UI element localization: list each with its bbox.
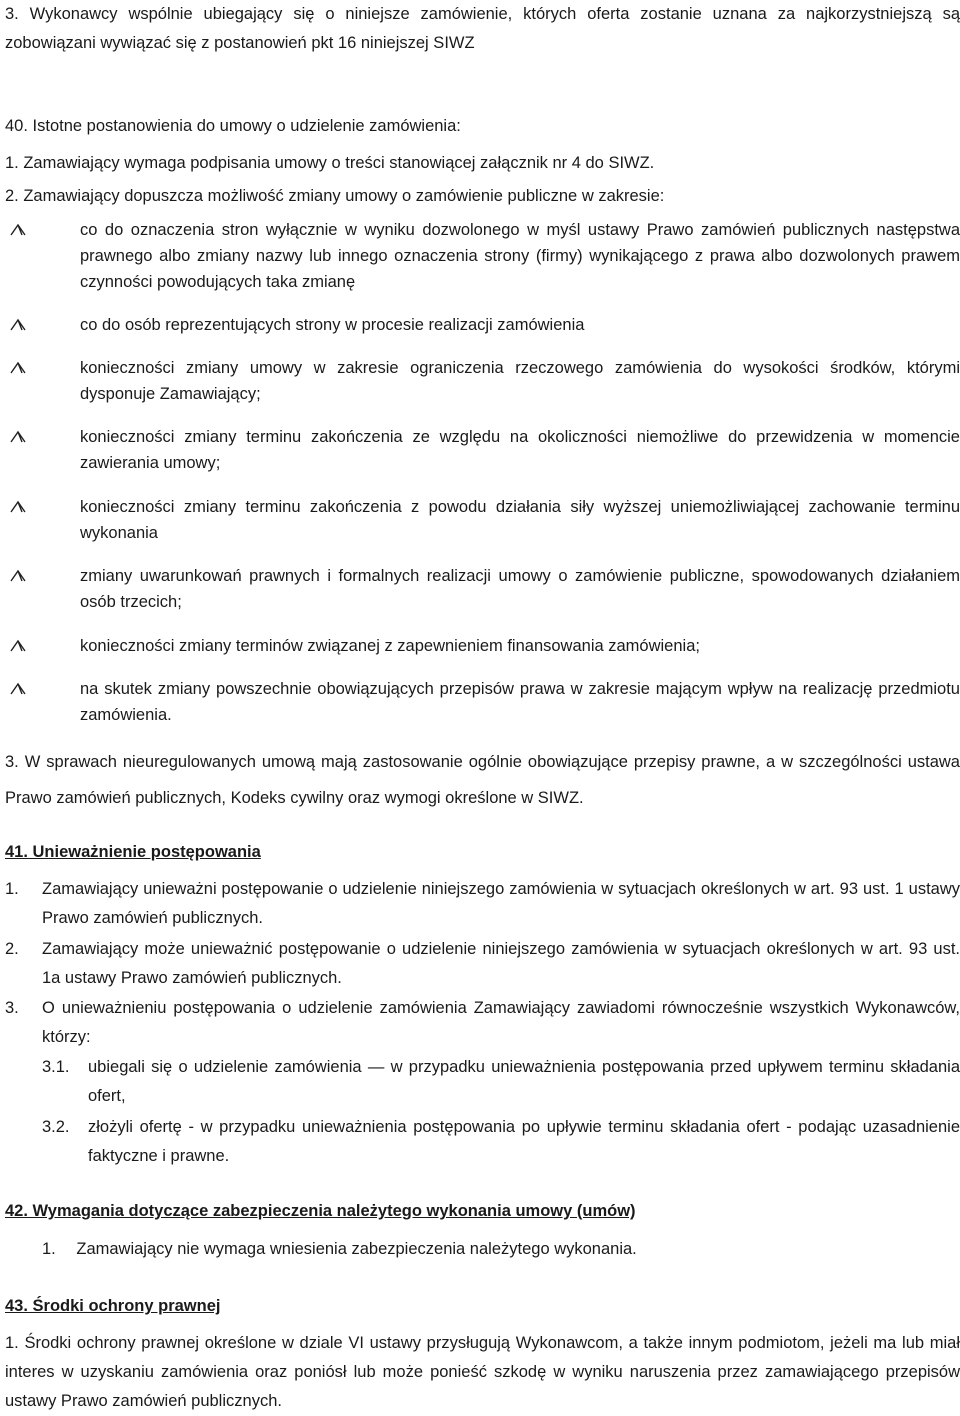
paragraph-3-consortium: 3. Wykonawcy wspólnie ubiegający się o niniejsze zamówienie, których oferta zostanie uznana za najkorzystniejszą są zobowiązani wywiązać się z postanowień pkt 16 niniejszej SIWZ [5, 5, 960, 52]
section-40-item-2: 2. Zamawiający dopuszcza możliwość zmiany umowy o zamówienie publiczne w zakresie: [5, 187, 665, 205]
bullet-arrow-icon [8, 633, 28, 659]
bullet-item-1: co do oznaczenia stron wyłącznie w wyniku dozwolonego w myśl ustawy Prawo zamówień publicznych następstwa prawnego albo zmiany nazwy lub innego oznaczenia strony (firmy) wynikającego z prawa albo dozwolonych prawem czynności powodujących taka zmianę [8, 217, 960, 295]
section-43-heading: 43. Środki ochrony prawnej [5, 1297, 221, 1315]
section-42-heading: 42. Wymagania dotyczące zabezpieczenia należytego wykonania umowy (umów) [5, 1202, 636, 1220]
section-42-item-1: 1. Zamawiający nie wymaga wniesienia zabezpieczenia należytego wykonania. [42, 1240, 637, 1258]
bullet-arrow-icon [8, 494, 28, 520]
section-41-item-2: 2. Zamawiający może unieważnić postępowanie o udzielenie niniejszego zamówienia w sytuacjach określonych w art. 93 ust. 1a ustawy Prawo zamówień publicznych. [5, 940, 960, 987]
section-41-subitem-3-2: 3.2. złożyli ofertę - w przypadku unieważnienia postępowania po upływie terminu składania ofert - podając uzasadnienie faktyczne i prawne. [42, 1118, 960, 1165]
bullet-arrow-icon [8, 312, 28, 338]
section-41-item-1: 1. Zamawiający unieważni postępowanie o udzielenie niniejszego zamówienia w sytuacjach określonych w art. 93 ust. 1 ustawy Prawo zamówień publicznych. [5, 880, 960, 927]
section-41-item-3: 3. O unieważnieniu postępowania o udzielenie zamówienia Zamawiający zawiadomi równocześnie wszystkich Wykonawców, którzy: [5, 999, 960, 1046]
section-43-item-1: 1. Środki ochrony prawnej określone w dziale VI ustawy przysługują Wykonawcom, a także innym podmiotom, jeżeli ma lub miał interes w uzyskaniu zamówienia oraz poniósł lub może ponieść szkodę w wyniku naruszenia przez zamawiającego przepisów ustawy Prawo zamówień publicznych. [5, 1334, 960, 1410]
bullet-item-7: konieczności zmiany terminów związanej z zapewnieniem finansowania zamówienia; [8, 633, 960, 659]
bullet-arrow-icon [8, 563, 28, 589]
bullet-arrow-icon [8, 676, 28, 702]
bullet-arrow-icon [8, 217, 28, 243]
section-40-heading: 40. Istotne postanowienia do umowy o udzielenie zamówienia: [5, 117, 461, 135]
bullet-item-4: konieczności zmiany terminu zakończenia ze względu na okoliczności niemożliwe do przewidzenia w momencie zawierania umowy; [8, 424, 960, 476]
bullet-item-2: co do osób reprezentujących strony w procesie realizacji zamówienia [8, 312, 960, 338]
bullet-item-5: konieczności zmiany terminu zakończenia z powodu działania siły wyższej uniemożliwiającej zachowanie terminu wykonania [8, 494, 960, 546]
section-40-item-3: 3. W sprawach nieuregulowanych umową mają zastosowanie ogólnie obowiązujące przepisy prawne, a w szczególności ustawa Prawo zamówień publicznych, Kodeks cywilny oraz wymogi określone w SIWZ. [5, 753, 960, 807]
bullet-item-3: konieczności zmiany umowy w zakresie ograniczenia rzeczowego zamówienia do wysokości środków, którymi dysponuje Zamawiający; [8, 355, 960, 407]
bullet-arrow-icon [8, 424, 28, 450]
bullet-item-8: na skutek zmiany powszechnie obowiązujących przepisów prawa w zakresie mającym wpływ na realizację przedmiotu zamówienia. [8, 676, 960, 728]
section-41-heading: 41. Unieważnienie postępowania [5, 843, 261, 861]
bullet-arrow-icon [8, 355, 28, 381]
section-41-subitem-3-1: 3.1. ubiegali się o udzielenie zamówienia — w przypadku unieważnienia postępowania przed upływem terminu składania ofert, [42, 1058, 960, 1105]
section-40-item-1: 1. Zamawiający wymaga podpisania umowy o treści stanowiącej załącznik nr 4 do SIWZ. [5, 154, 655, 172]
bullet-item-6: zmiany uwarunkowań prawnych i formalnych realizacji umowy o zamówienie publiczne, spowodowanych działaniem osób trzecich; [8, 563, 960, 615]
